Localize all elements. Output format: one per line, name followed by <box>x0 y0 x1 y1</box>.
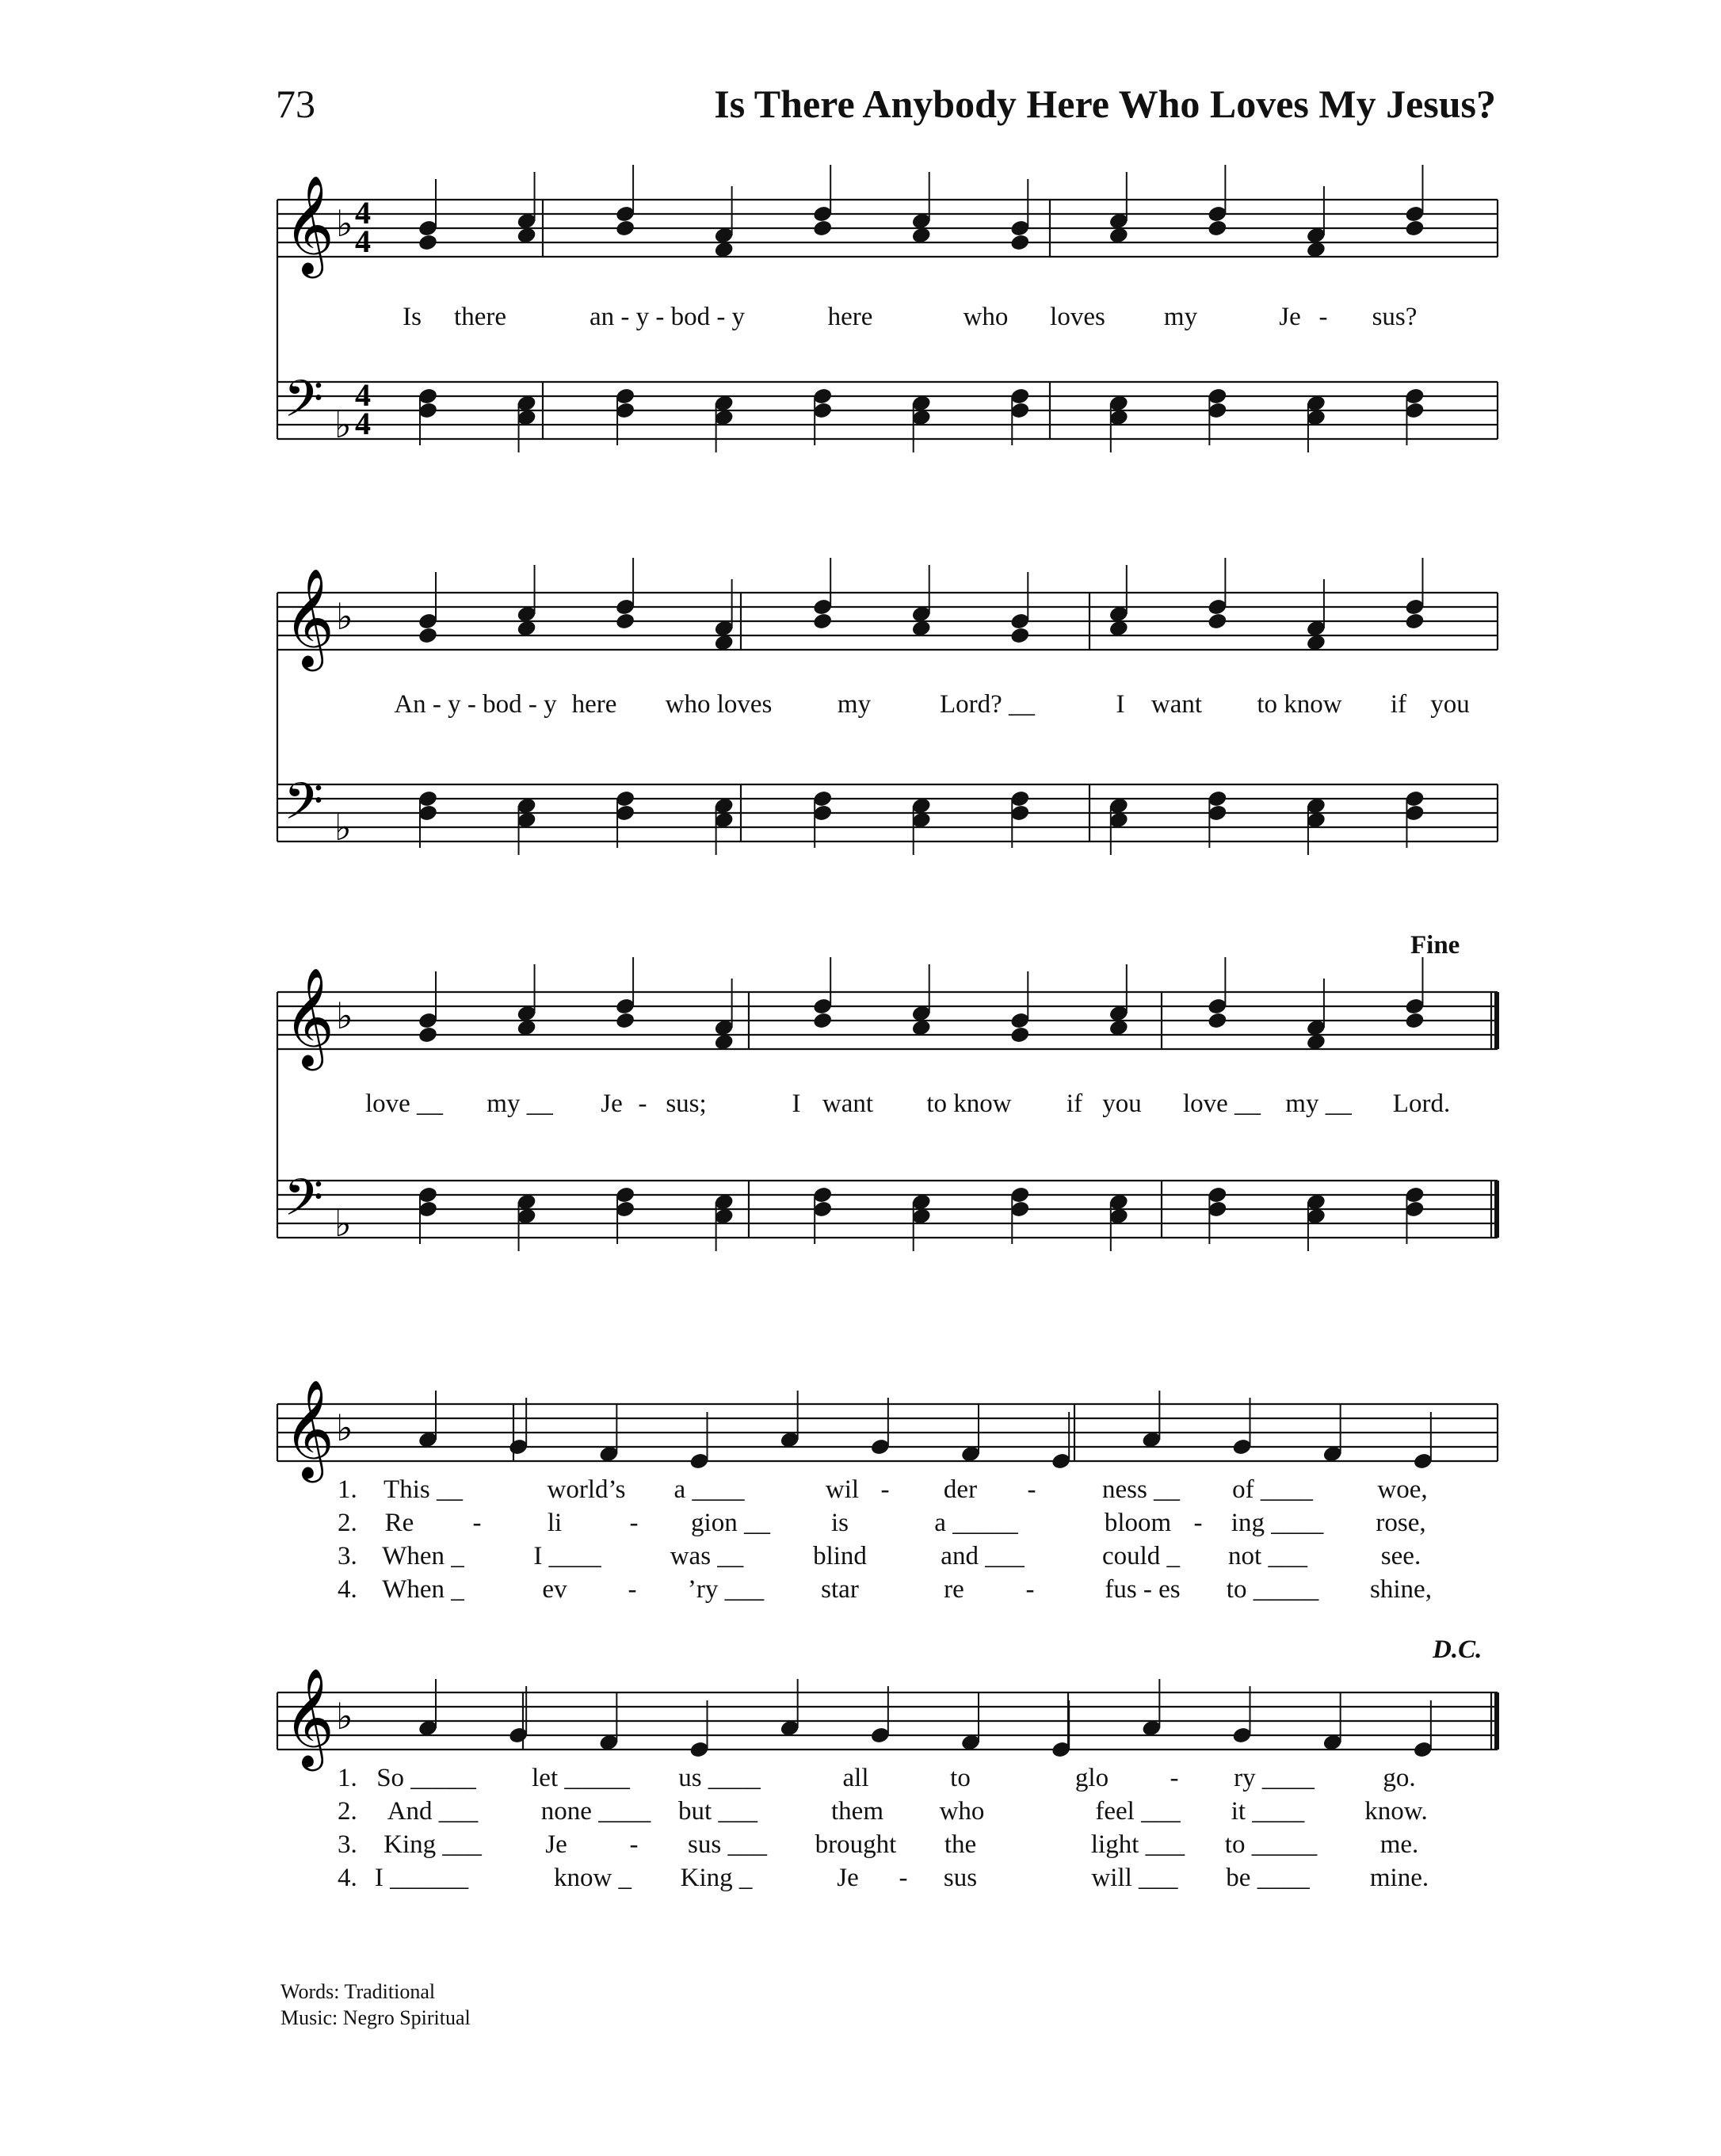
bass-clef-icon: 𝄢 <box>284 773 324 844</box>
lyric-syllable: star <box>821 1575 859 1604</box>
lyric-syllable: them <box>831 1797 883 1826</box>
lyric-syllable: li <box>547 1509 563 1537</box>
lyric-syllable: want <box>822 1089 874 1118</box>
lyric-syllable: love __ <box>1182 1089 1261 1118</box>
notehead <box>812 219 833 237</box>
notehead <box>615 219 635 237</box>
lyric-syllable: - <box>1318 303 1328 331</box>
lyric-syllable: go. <box>1383 1764 1416 1792</box>
lyric-syllable: none ____ <box>540 1797 651 1826</box>
notehead <box>1404 612 1425 630</box>
treble-clef-icon: 𝄞 <box>284 175 334 274</box>
lyric-syllable: but ___ <box>678 1797 757 1826</box>
treble-clef-icon: 𝄞 <box>284 1668 334 1767</box>
credits <box>280 1979 471 2031</box>
lyric-syllable: to know <box>926 1089 1012 1118</box>
hymn-number: 73 <box>276 82 315 126</box>
lyric-syllable: you <box>1102 1089 1142 1118</box>
lyric-syllable: - <box>1025 1575 1035 1604</box>
lyric-syllable: let _____ <box>532 1764 630 1792</box>
lyric-syllable: woe, <box>1377 1475 1428 1504</box>
lyric-syllable: re <box>944 1575 964 1604</box>
lyric-syllable: glo <box>1074 1764 1109 1792</box>
notehead <box>1207 1011 1227 1029</box>
flat-icon: ♭ <box>336 1406 353 1449</box>
lyric-syllable: us ____ <box>678 1764 761 1792</box>
lyric-syllable: there <box>454 303 506 331</box>
lyric-syllable: - <box>629 1509 639 1537</box>
lyric-syllable: to _____ <box>1224 1830 1318 1859</box>
lyric-syllable: see. <box>1380 1542 1421 1570</box>
verse-number: 2. <box>338 1797 357 1826</box>
lyric-syllable: fus - es <box>1105 1575 1181 1604</box>
verse-number: 2. <box>338 1509 357 1537</box>
fine-marking: Fine <box>1410 931 1460 960</box>
lyric-syllable: I <box>792 1089 801 1118</box>
lyric-syllable: - <box>1170 1764 1179 1792</box>
lyric-syllable: of ____ <box>1232 1475 1313 1504</box>
lyric-syllable: is <box>830 1509 849 1537</box>
lyric-syllable: you <box>1430 690 1470 719</box>
lyric-syllable: be ____ <box>1226 1864 1310 1892</box>
lyric-syllable: This __ <box>384 1475 463 1504</box>
notehead <box>418 626 438 644</box>
lyric-syllable: a ____ <box>674 1475 745 1504</box>
lyric-syllable: Je <box>1279 303 1301 331</box>
notehead <box>1009 1025 1030 1044</box>
lyric-syllable: my <box>1163 303 1198 331</box>
verse-number: 1. <box>338 1764 357 1792</box>
lyric-syllable: - <box>880 1475 890 1504</box>
lyric-syllable: who <box>963 303 1009 331</box>
lyric-syllable: to <box>950 1764 971 1792</box>
notehead <box>1404 1011 1425 1029</box>
lyric-syllable: When _ <box>382 1575 464 1604</box>
lyric-syllable: me. <box>1379 1830 1419 1859</box>
notehead <box>1404 219 1425 237</box>
treble-clef-icon: 𝄞 <box>284 1379 334 1479</box>
lyric-syllable: I <box>1116 690 1125 719</box>
lyric-syllable: rose, <box>1376 1509 1426 1537</box>
lyric-syllable: - <box>899 1864 908 1892</box>
verse-number: 3. <box>338 1542 357 1570</box>
notehead <box>615 1011 635 1029</box>
lyric-syllable: I ____ <box>533 1542 601 1570</box>
flat-icon: ♭ <box>336 202 353 245</box>
lyric-syllable: and ___ <box>941 1542 1025 1570</box>
lyric-syllable: And ___ <box>387 1797 479 1826</box>
time-signature: 4 <box>355 377 371 413</box>
hymn-title: Is There Anybody Here Who Loves My Jesus? <box>714 82 1496 126</box>
flat-icon: ♭ <box>334 1202 352 1245</box>
lyric-syllable: know. <box>1364 1797 1428 1826</box>
lyric-syllable: a _____ <box>934 1509 1018 1537</box>
lyric-syllable: the <box>944 1830 977 1859</box>
lyric-syllable: it ____ <box>1231 1797 1305 1826</box>
lyric-syllable: light ___ <box>1090 1830 1185 1859</box>
verse-number: 3. <box>338 1830 357 1859</box>
verse-number: 4. <box>338 1575 357 1604</box>
lyric-syllable: mine. <box>1369 1864 1429 1892</box>
lyric-syllable: King ___ <box>384 1830 482 1859</box>
time-signature: 4 <box>355 195 371 231</box>
notehead <box>1009 626 1030 644</box>
notehead <box>812 612 833 630</box>
time-signature: 4 <box>355 406 371 441</box>
lyric-syllable: an - y - bod - y <box>589 303 746 331</box>
lyric-syllable: ness __ <box>1101 1475 1181 1504</box>
lyric-syllable: King _ <box>680 1864 753 1892</box>
lyric-syllable: Je <box>545 1830 567 1859</box>
lyric-syllable: Re <box>384 1509 414 1537</box>
lyric-syllable: An - y - bod - y <box>394 690 557 719</box>
lyric-syllable: Lord? __ <box>939 690 1036 719</box>
notehead <box>615 612 635 630</box>
lyric-syllable: gion __ <box>691 1509 770 1537</box>
lyric-syllable: ev <box>542 1575 567 1604</box>
time-signature: 4 <box>355 223 371 259</box>
words-credit: Words: Traditional <box>280 1980 436 2003</box>
lyric-syllable: want <box>1151 690 1203 719</box>
lyric-syllable: my __ <box>1285 1089 1352 1118</box>
lyric-syllable: sus ___ <box>688 1830 767 1859</box>
lyric-syllable: ing ____ <box>1231 1509 1324 1537</box>
notehead <box>418 233 438 251</box>
lyric-syllable: could _ <box>1101 1542 1181 1570</box>
lyric-syllable: was __ <box>670 1542 744 1570</box>
lyric-syllable: - <box>1027 1475 1036 1504</box>
lyric-syllable: - <box>638 1089 647 1118</box>
lyric-syllable: world’s <box>547 1475 626 1504</box>
lyric-syllable: loves <box>1050 303 1105 331</box>
notehead <box>418 1025 438 1044</box>
lyric-syllable: love __ <box>364 1089 444 1118</box>
treble-clef-icon: 𝄞 <box>284 568 334 667</box>
lyric-syllable: wil <box>825 1475 860 1504</box>
lyric-syllable: sus? <box>1372 303 1418 331</box>
lyric-syllable: sus; <box>666 1089 707 1118</box>
lyric-syllable: to _____ <box>1226 1575 1319 1604</box>
lyric-syllable: who <box>939 1797 985 1826</box>
flat-icon: ♭ <box>336 1695 353 1738</box>
bass-clef-icon: 𝄢 <box>284 370 324 441</box>
lyric-syllable: to know <box>1257 690 1342 719</box>
lyric-syllable: if <box>1390 690 1407 719</box>
lyric-syllable: der <box>943 1475 978 1504</box>
lyric-syllable: - <box>629 1830 639 1859</box>
notehead <box>1009 233 1030 251</box>
verse-number: 4. <box>338 1864 357 1892</box>
lyric-syllable: all <box>842 1764 869 1792</box>
lyric-syllable: When _ <box>382 1542 464 1570</box>
lyric-syllable: - <box>628 1575 637 1604</box>
final-barline <box>1494 1181 1499 1238</box>
lyric-syllable: here <box>571 690 617 719</box>
lyric-syllable: Je <box>601 1089 623 1118</box>
lyric-syllable: - <box>1193 1509 1203 1537</box>
lyric-syllable: brought <box>815 1830 897 1859</box>
lyric-syllable: if <box>1066 1089 1083 1118</box>
lyric-syllable: feel ___ <box>1095 1797 1181 1826</box>
lyric-syllable: Lord. <box>1392 1089 1451 1118</box>
lyric-syllable: So _____ <box>376 1764 476 1792</box>
lyric-syllable: who loves <box>665 690 773 719</box>
lyric-syllable: I ______ <box>374 1864 469 1892</box>
treble-clef-icon: 𝄞 <box>284 967 334 1067</box>
notehead <box>1207 612 1227 630</box>
lyric-syllable: Je <box>837 1864 859 1892</box>
lyric-syllable: bloom <box>1104 1509 1172 1537</box>
lyric-syllable: Is <box>403 303 422 331</box>
final-barline <box>1494 1692 1499 1750</box>
flat-icon: ♭ <box>334 403 352 446</box>
lyric-syllable: my <box>837 690 872 719</box>
lyric-syllable: will ___ <box>1091 1864 1178 1892</box>
dc-marking: D.C. <box>1433 1635 1483 1664</box>
flat-icon: ♭ <box>334 806 352 849</box>
lyric-syllable: here <box>827 303 873 331</box>
lyric-syllable: know _ <box>553 1864 632 1892</box>
lyric-syllable: not ___ <box>1228 1542 1307 1570</box>
notehead <box>1207 219 1227 237</box>
flat-icon: ♭ <box>336 595 353 638</box>
lyric-syllable: blind <box>813 1542 867 1570</box>
flat-icon: ♭ <box>336 994 353 1037</box>
bass-clef-icon: 𝄢 <box>284 1169 324 1240</box>
notehead <box>812 1011 833 1029</box>
lyric-syllable: shine, <box>1370 1575 1432 1604</box>
music-credit: Music: Negro Spiritual <box>280 2005 471 2029</box>
lyric-syllable: sus <box>943 1864 978 1892</box>
lyric-syllable: ’ry ___ <box>687 1575 765 1604</box>
lyric-syllable: my __ <box>487 1089 553 1118</box>
lyric-syllable: - <box>472 1509 482 1537</box>
lyric-syllable: ry ____ <box>1234 1764 1315 1792</box>
verse-number: 1. <box>338 1475 357 1504</box>
final-barline <box>1494 992 1499 1049</box>
